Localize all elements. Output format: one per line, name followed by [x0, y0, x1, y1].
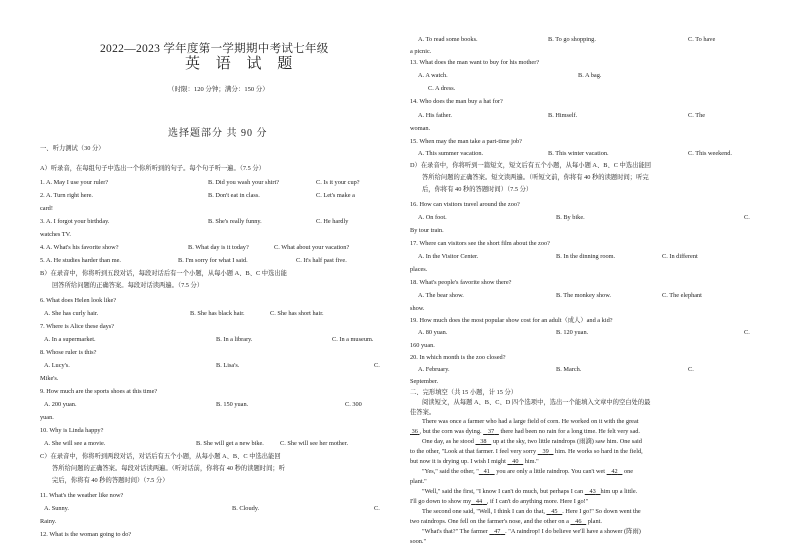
passage-line-6: "Yes," said the other, " 41 you are only a little raindrop. You can't wet 42 one: [422, 468, 634, 475]
passage-line-8: "Well," said the first, "I know I can't do much, but perhaps I can 43 him up a little.: [422, 488, 638, 495]
question-19-cont: 160 yuan.: [410, 342, 435, 349]
question-9: 9. How much are the sports shoes at this time?: [40, 388, 158, 395]
question-17: 17. Where can visitors see the short film about the zoo?: [410, 240, 550, 247]
question-18: 18. What's people's favorite show there?: [410, 279, 512, 286]
part1-heading: 一、听力测试（30 分）: [40, 145, 105, 152]
question-16-cont: By tour train.: [410, 227, 444, 234]
question-2-cont: card!: [40, 205, 53, 212]
question-11-cont: Rainy.: [40, 518, 57, 525]
passage-line-9: I'll go down to show my 44 , if I can't do anything more. Here I go!": [410, 498, 589, 505]
question-13: 13. What does the man want to buy for his mother?: [410, 59, 540, 66]
section-b-instructions-1: B）在录音中，你将听到五段对话，每段对话后有一个小题，从每小题 A、B、C 中选出能: [40, 270, 287, 277]
passage-line-4: to the other, "Look at that farmer. I feel very sorry 39 him. He works so hard in the field,: [410, 448, 643, 455]
question-20: 20. In which month is the zoo closed?: [410, 354, 506, 361]
part2-heading: 二、完形填空（共 15 小题，计 15 分）: [410, 389, 518, 396]
question-8-cont: Mike's.: [40, 375, 59, 382]
passage-line-7: plant.": [410, 478, 427, 485]
exam-subtitle: 英 语 试 题: [185, 56, 299, 72]
section-c-instructions-2: 答所给问题的正确答案。每段对话读两遍。（听对话前，你将有 40 秒的读题时间；听: [52, 465, 285, 472]
question-11: 11. What's the weather like now?: [40, 492, 124, 499]
passage-line-13: soon.": [410, 538, 427, 545]
question-18-cont: show.: [410, 305, 425, 312]
passage-line-10: The second one said, "Well, I think I can do that, 45 . Here I go!" So down went the: [422, 508, 641, 515]
question-8: 8. Whose ruler is this?: [40, 349, 97, 356]
question-16: 16. How can visitors travel around the zoo?: [410, 201, 520, 208]
passage-line-12: "What's that?" The farmer 47 . "A raindrop! I do believe we'll have a shower (阵雨): [422, 528, 641, 535]
question-14-cont: woman.: [410, 125, 431, 132]
passage-line-3: One day, as he stood 38 up at the sky, two little raindrops (雨滴) saw him. One said: [422, 438, 642, 445]
question-6: 6. What does Helen look like?: [40, 297, 117, 304]
question-3-cont: watches TV.: [40, 231, 71, 238]
question-17-cont: places.: [410, 266, 428, 273]
section-d-instructions-2: 答所给问题的正确答案。短文读两遍。（听短文前，你将有 40 秒的读题时间；听完: [422, 174, 649, 181]
passage-line-11: two raindrops. One fell on the farmer's nose, and the other on a 46 plant.: [410, 518, 602, 525]
part2-instructions-1: 阅读短文，从每题 A、B、C、D 四个选项中，选出一个能填入文章中的空白处的最: [422, 399, 651, 406]
section-c-instructions-3: 完后，你将有 40 秒的答题时间）（7.5 分）: [52, 477, 169, 484]
section-d-instructions-3: 后，你将有 40 秒的答题时间）（7.5 分）: [422, 186, 533, 193]
exam-title: 2022—2023 学年度第一学期期中考试七年级: [100, 43, 329, 55]
question-7: 7. Where is Alice these days?: [40, 323, 115, 330]
passage-line-5: but now it is drying up. I wish I might 40 him.": [410, 458, 539, 465]
question-14: 14. Who does the man buy a hat for?: [410, 98, 503, 105]
exam-timing: （时限：120 分钟；满分：150 分）: [168, 86, 269, 93]
question-12: 12. What is the woman going to do?: [40, 531, 132, 538]
section-c-instructions-1: C）在录音中，你将听到两段对话，对话后有五个小题，从每小题 A、B、C 中选出能回: [40, 453, 281, 460]
question-10: 10. Why is Linda happy?: [40, 427, 104, 434]
section-d-instructions-1: D）在录音中，你将听到一篇短文，短文后有五个小题，从每小题 A、B、C 中选出能回: [410, 162, 652, 169]
question-15: 15. When may the man take a part-time job?: [410, 138, 522, 145]
question-9-cont: yuan.: [40, 414, 54, 421]
question-19: 19. How much does the most popular show cost for an adult（成人）and a kid?: [410, 317, 613, 324]
part2-instructions-2: 佳答案。: [410, 409, 436, 416]
section-a-instructions: A）听录音，在每组句子中选出一个你所听到的句子。每个句子听一遍。（7.5 分）: [40, 165, 265, 172]
question-12-cont: a picnic.: [410, 48, 432, 55]
question-20-cont: September.: [410, 378, 439, 385]
section-heading: 选择题部分 共 90 分: [168, 128, 268, 139]
section-b-instructions-2: 回答所给问题的正确答案。每段对话读两遍。（7.5 分）: [52, 282, 204, 289]
passage-line-1: There was once a farmer who had a large field of corn. He worked on it with the great: [422, 418, 639, 425]
exam-page: 2022—2023 学年度第一学期期中考试七年级 英 语 试 题 （时限：120 分钟；满分：150 分） 选择题部分 共 90 分 一、听力测试（30 分） A）听录音，在每组句子中选出一个你所听到的句子。每个句子听一遍。（7.5 分） 1. A. May I use your ruler? B. Did you wash your shirt? C. Is it your cup? 2. A. Turn right here. B. Don't eat in class. C. Let's make a card! 3. A. I forgot your birthday. B. She's really funny. C. He hardly watches TV. 4. A. What's his favorite show? B. What day is it today? C. What about your vacation? 5. A. He studies harder than me. B. I'm sorry for what I said. C. It's half past five. B）在录音中，你将听到五段对话，每段对话后有一个小题，从每小题 A、B、C 中选出能 回答所给问题的正确答案。每段对话读两遍。（7.5 分） 6. What does Helen look like? A. She has curly hair. B. She has black hair. C. She has short hair. 7. Where is Alice these days? A. In a supermarket. B. In a library. C. In a museum. 8. Whose ruler is this? A. Lucy's. B. Lisa's. C. Mike's. 9. How much are the sports shoes at this time? A. 200 yuan. B. 150 yuan. C. 300 yuan. 10. Why is Linda happy? A. She will see a movie. B. She will get a new bike. C. She will see her mother. C）在录音中，你将听到两段对话，对话后有五个小题，从每小题 A、B、C 中选出能回 答所给问题的正确答案。每段对话读两遍。（听对话前，你将有 40 秒的读题时间；听 完后，你将有 40 秒的答题时间）（7.5 分） 11. What's the weather like now? A. Sunny. B. Cloudy. C. Rainy. 12. What is the woman going to do? A. To read some books. B. To go shopping. C. To have a picnic. 13. What does the man want to buy for his mother? A. A watch. B. A bag. C. A dress. 14. Who does the man buy a hat for? A. His father. B. Himself. C. The woman. 15. When may the man take a part-time job? A. This summer vacation. B. This winter vacation. C. This weekend. D）在录音中，你将听到一篇短文，短文后有五个小题，从每小题 A、B、C 中选出能回 答所给问题的正确答案。短文读两遍。（听短文前，你将有 40 秒的读题时间；听完 后，你将有 40 秒的答题时间）（7.5 分） 16. How can visitors travel around the zoo? A. On foot. B. By bike. C. By tour train. 17. Where can visitors see the short film about the zoo? A. In the Visitor Center. B. In the dinning room. C. In different places. 18. What's people's favorite show there? A. The bear show. B. The monkey show. C. The elephant show. 19. How much does the most popular show cost for an adult（成人）and a kid? A. 80 yuan. B. 120 yuan. C. 160 yuan. 20. In which month is the zoo closed? A. February. B. March. C. September. 二、完形填空（共 15 小题，计 15 分） 阅读短文，从每题 A、B、C、D 四个选项中，选出一个能填入文章中的空白处的最 佳答案。 There was once a farmer who had a large field of corn. He worked on it with the great 36 , but the corn was dying. 37 there had been no rain for a long time. He felt very sad. One day, as he stood 38 up at the sky, two little raindrops (雨滴) saw him. One said to the other, "Look at that farmer. I feel very sorry 39 him. He works so hard in the field, but now it is drying up. I wish I might 40 him." "Yes," said the other, " 41 you are only a little raindrop. You can't wet 42 one plant." "Well," said the first, "I know I can't do much, but perhaps I can 43 him up a little. I'll go down to show my 44 , if I can't do anything more. Here I go!" The second one said, "Well, I think I can do that, 45 . Here I go!" So down went the two raindrops. One fell on the farmer's nose, and the other on a 46 plant. "What's that?" The farmer 47 . "A raindrop! I do believe we'll have a shower (阵雨) soon.": [40, 36, 750, 545]
passage-line-2: 36 , but the corn was dying. 37 there had been no rain for a long time. He felt very sad.: [411, 428, 640, 435]
